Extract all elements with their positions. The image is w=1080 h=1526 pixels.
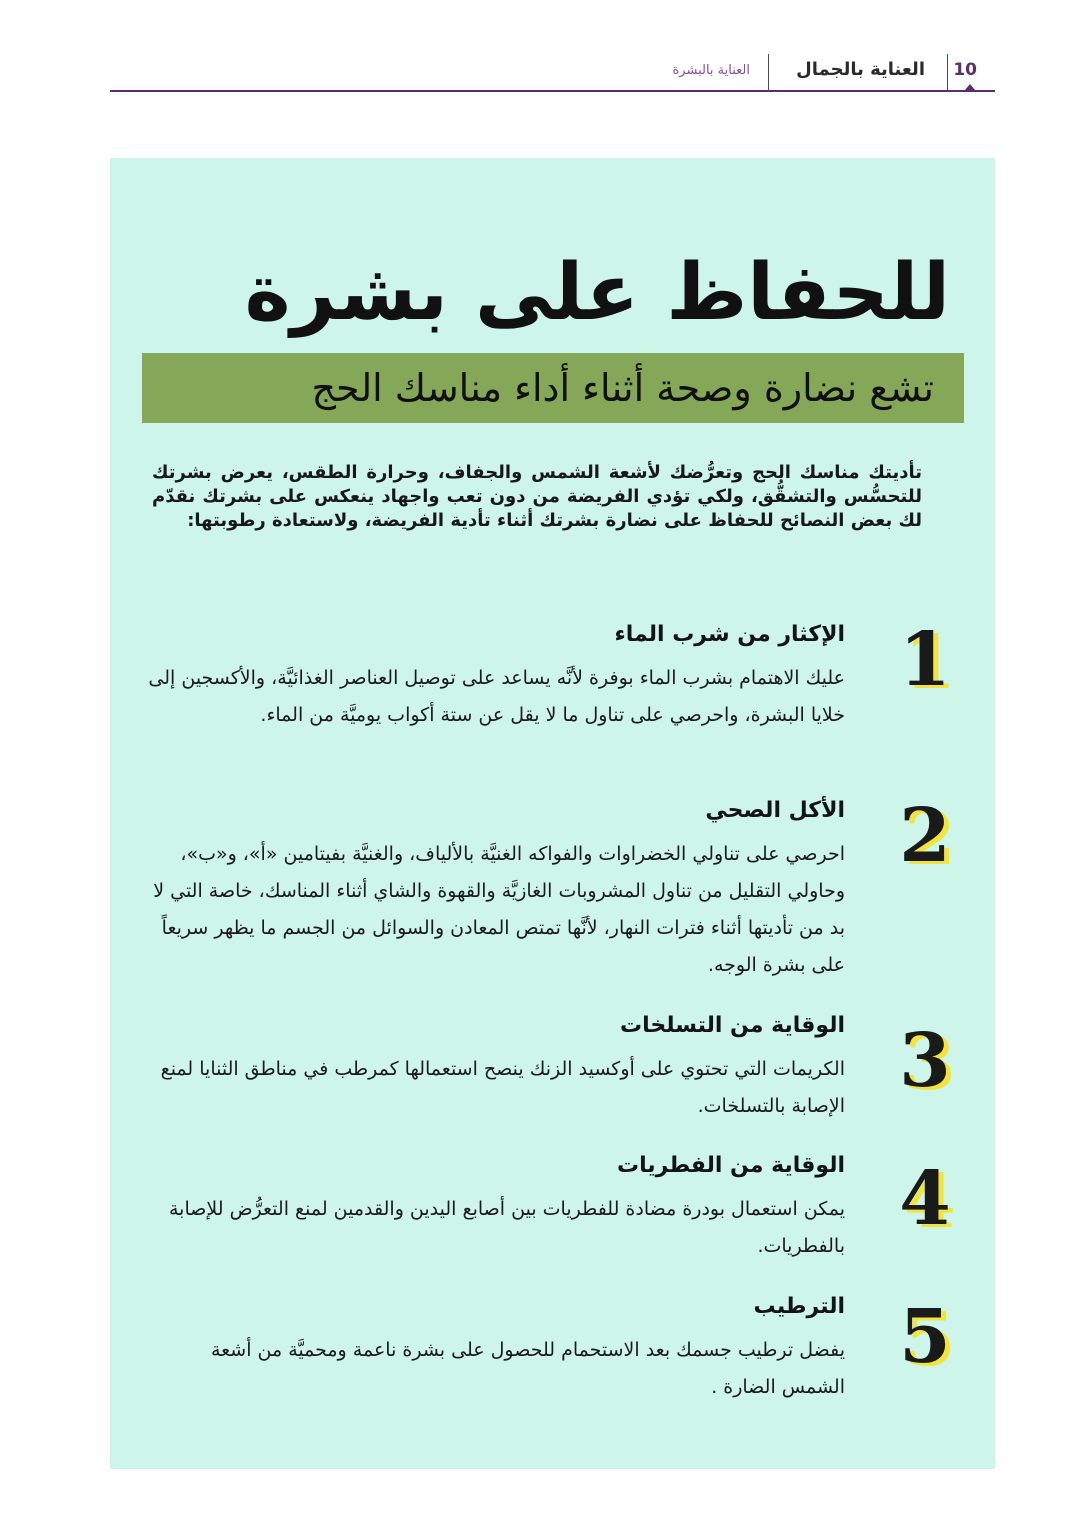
- tip-text: الكريمات التي تحتوي على أوكسيد الزنك ينصح استعمالها كمرطب في مناطق الثنايا لمنع الإصابة بالتسلخات.: [160, 1058, 845, 1117]
- tip-title: الإكثار من شرب الماء: [614, 622, 845, 647]
- tip-number: 4: [899, 1156, 951, 1242]
- article-panel: [110, 158, 995, 1469]
- page-number-marker-icon: [965, 84, 975, 90]
- article-subtitle: تشع نضارة وصحة أثناء أداء مناسك الحج: [311, 366, 934, 410]
- article-title: للحفاظ على بشرة: [244, 248, 950, 338]
- tip-item: [145, 617, 951, 734]
- tip-number: 1: [899, 617, 951, 703]
- tip-text: يفضل ترطيب جسمك بعد الاستحمام للحصول على بشرة ناعمة ومحميَّة من أشعة الشمس الضارة .: [210, 1339, 845, 1398]
- tip-item: [145, 793, 951, 984]
- tip-title: الوقاية من التسلخات: [620, 1013, 845, 1038]
- section-title: العناية بالجمال: [796, 59, 925, 80]
- header-divider: [768, 54, 769, 91]
- tip-item: [145, 1151, 951, 1265]
- tip-text: عليك الاهتمام بشرب الماء بوفرة لأنَّه يساعد على توصيل العناصر الغذائيَّة، والأكسجين إلى خلايا البشرة، واحرصي على تناول ما لا يقل عن ستة أكواب يوميَّة من الماء.: [148, 667, 845, 726]
- subsection-title: العناية بالبشرة: [672, 63, 750, 78]
- tip-title: الوقاية من الفطريات: [617, 1153, 845, 1178]
- tip-text: يمكن استعمال بودرة مضادة للفطريات بين أصابع اليدين والقدمين لمنع التعرُّض للإصابة بالفطريات.: [169, 1198, 845, 1257]
- tip-item: [145, 1011, 951, 1125]
- intro-paragraph: تأديتك مناسك الحج وتعرُّضك لأشعة الشمس والجفاف، وحرارة الطقس، يعرض بشرتك للتحسُّس والتشقُّق، ولكي تؤدي الفريضة من دون تعب واجهاد ينعكس على بشرتك نقدّم لك بعض النصائح للحفاظ على نضارة بشرتك أثناء تأدية الفريضة، ولاستعادة رطوبتها:: [152, 462, 922, 531]
- header-divider: [947, 54, 948, 91]
- tip-number: 2: [899, 793, 951, 879]
- tip-title: الأكل الصحي: [705, 798, 845, 823]
- tip-text: احرصي على تناولي الخضراوات والفواكه الغنيَّة بالألياف، والغنيَّة بفيتامين «أ»، و«ب»، وحاولي التقليل من تناول المشروبات الغازيَّة والقهوة والشاي أثناء المناسك، خاصة التي لا بد من تأديتها أثناء فترات النهار، لأنَّها تمتص المعادن والسوائل من الجسم ما يظهر سريعاً على بشرة الوجه.: [153, 843, 845, 976]
- page-header: [110, 52, 995, 92]
- tip-number: 5: [899, 1294, 951, 1380]
- page-number: 10: [953, 60, 977, 80]
- tip-number: 3: [899, 1018, 951, 1104]
- subtitle-band: [142, 353, 964, 423]
- tip-item: [145, 1292, 951, 1406]
- tip-title: الترطيب: [753, 1294, 845, 1319]
